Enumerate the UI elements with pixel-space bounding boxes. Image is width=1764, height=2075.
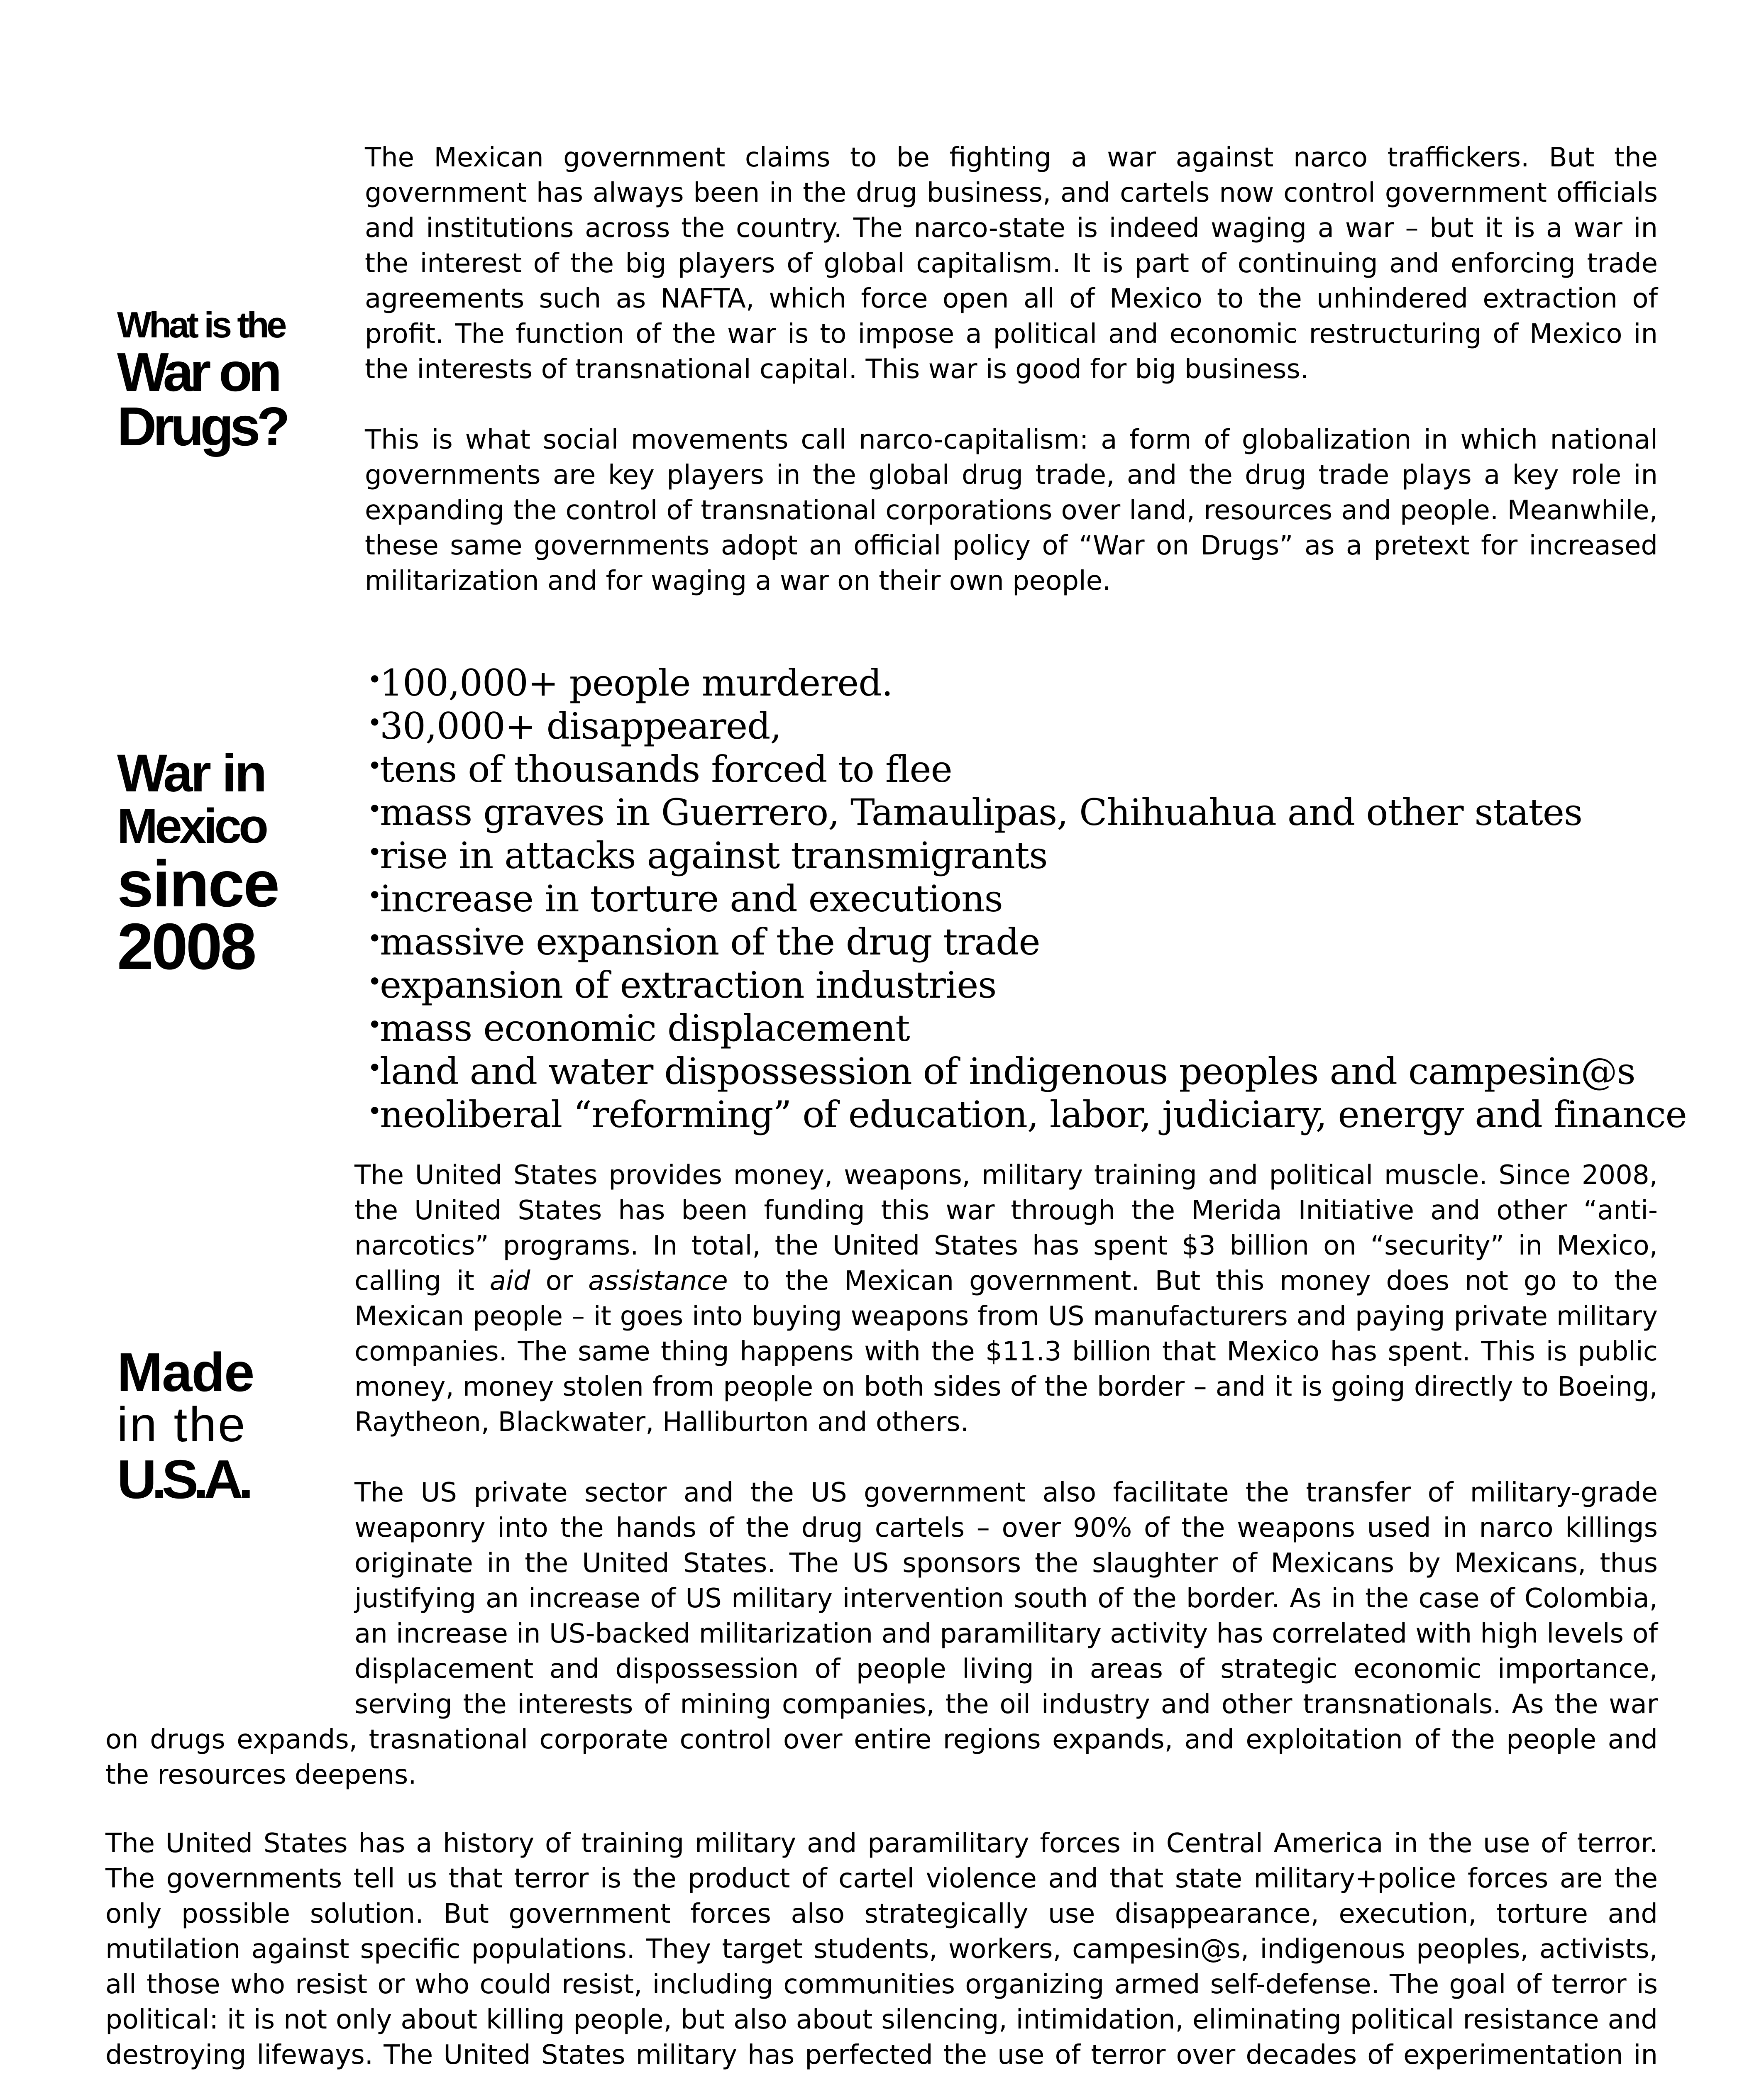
heading-line: War on [117, 342, 279, 403]
heading-war-in-mexico [117, 744, 316, 983]
list-item: •rise in attacks against transmigrants [367, 834, 1048, 877]
heading-line: Drugs? [117, 396, 286, 457]
heading-line: 2008 [117, 910, 255, 983]
heading-line: since [117, 847, 279, 920]
list-item: •mass economic displacement [367, 1007, 910, 1050]
war-effects-list [367, 660, 1687, 1135]
section-war-on-drugs-text [105, 140, 1658, 696]
paragraph: This is what social movements call narco-capitalism: a form of globalization in which national governments are key players in the global drug trade, and the drug trade plays a key role in expanding the control of transnational corporations over land, resources and people. Meanwhile, these same governments adopt an official policy of “War on Drugs” as a pretext for increased militarization and for waging a war on their own people. [365, 425, 1658, 596]
list-item: •30,000+ disappeared, [367, 705, 782, 747]
list-item: •neoliberal “reforming” of education, labor, judiciary, energy and finance [367, 1093, 1687, 1136]
list-item: •increase in torture and executions [367, 877, 1003, 920]
list-item: •100,000+ people murdered. [367, 662, 893, 704]
heading-line: Mexico [117, 799, 266, 854]
list-item: •expansion of extraction industries [367, 964, 997, 1006]
section-terror-text [105, 1826, 1658, 2075]
section-made-in-usa-text [105, 1158, 1658, 1793]
heading-line: What is the [117, 304, 285, 345]
list-item: •mass graves in Guerrero, Tamaulipas, Chihuahua and other states [367, 791, 1583, 834]
paragraph: The US private sector and the US government also facilitate the transfer of military-grade weaponry into the hands of the drug cartels – over 90% of the weapons used in narco killings originate in the United States. The US sponsors the slaughter of Mexicans by Mexicans, thus justifying an increase of US military intervention south of the border. As in the case of Colombia, an increase in US-backed militarization and paramilitary activity has correlated with high levels of displacement and dispossession of people living in areas of strategic economic importance, serving the interests of mining companies, the oil industry and other transnationals. As the war on drugs expands, trasnational corporate control over entire regions expands, and exploitation of the people and the resources deepens. [105, 1477, 1658, 1790]
heading-line: in the [117, 1397, 247, 1452]
list-item: •land and water dispossession of indigenous peoples and campesin@s [367, 1050, 1635, 1093]
heading-line: Made [117, 1342, 254, 1403]
list-item: •tens of thousands forced to flee [367, 748, 952, 791]
list-item: •massive expansion of the drug trade [367, 920, 1040, 963]
paragraph: The Mexican government claims to be fighting a war against narco traffickers. But the government has always been in the drug business, and cartels now control government officials and institutions across the country. The narco-state is indeed waging a war – but it is a war in the interest of the big players of global capitalism. It is part of continuing and enforcing trade agreements such as NAFTA, which force open all of Mexico to the unhindered extraction of profit. The function of the war is to impose a political and economic restructuring of Mexico in the interests of transnational capital. This war is good for big business. [365, 142, 1658, 385]
paragraph: The United States provides money, weapons, military training and political muscle. Since 2008, the United States has been funding this war through the Merida Initiative and other “anti-narcotics” programs. In total, the United States has spent $3 billion on “security” in Mexico, calling it aid or assistance to the Mexican government. But this money does not go to the Mexican people – it goes into buying weapons from US manufacturers and paying private military companies. The same thing happens with the $11.3 billion that Mexico has spent. This is public money, money stolen from people on both sides of the border – and it is going directly to Boeing, Raytheon, Blackwater, Halliburton and others. [354, 1160, 1658, 1438]
heading-line: War in [117, 744, 265, 803]
heading-line: U.S.A. [117, 1449, 249, 1510]
paragraph: The United States has a history of training military and paramilitary forces in Central America in the use of terror. The governments tell us that terror is the product of cartel violence and that state military+police forces are the only possible solution. But government forces also strategically use disappearance, execution, torture and mutilation against specific populations. They target students, workers, campesin@s, indigenous peoples, activists, all those who resist or who could resist, including communities organizing armed self-defense. The goal of terror is political: it is not only about killing people, but also about silencing, intimidation, eliminating political resistance and destroying lifeways. The United States military has perfected the use of terror over decades of experimentation in [105, 1828, 1658, 2070]
